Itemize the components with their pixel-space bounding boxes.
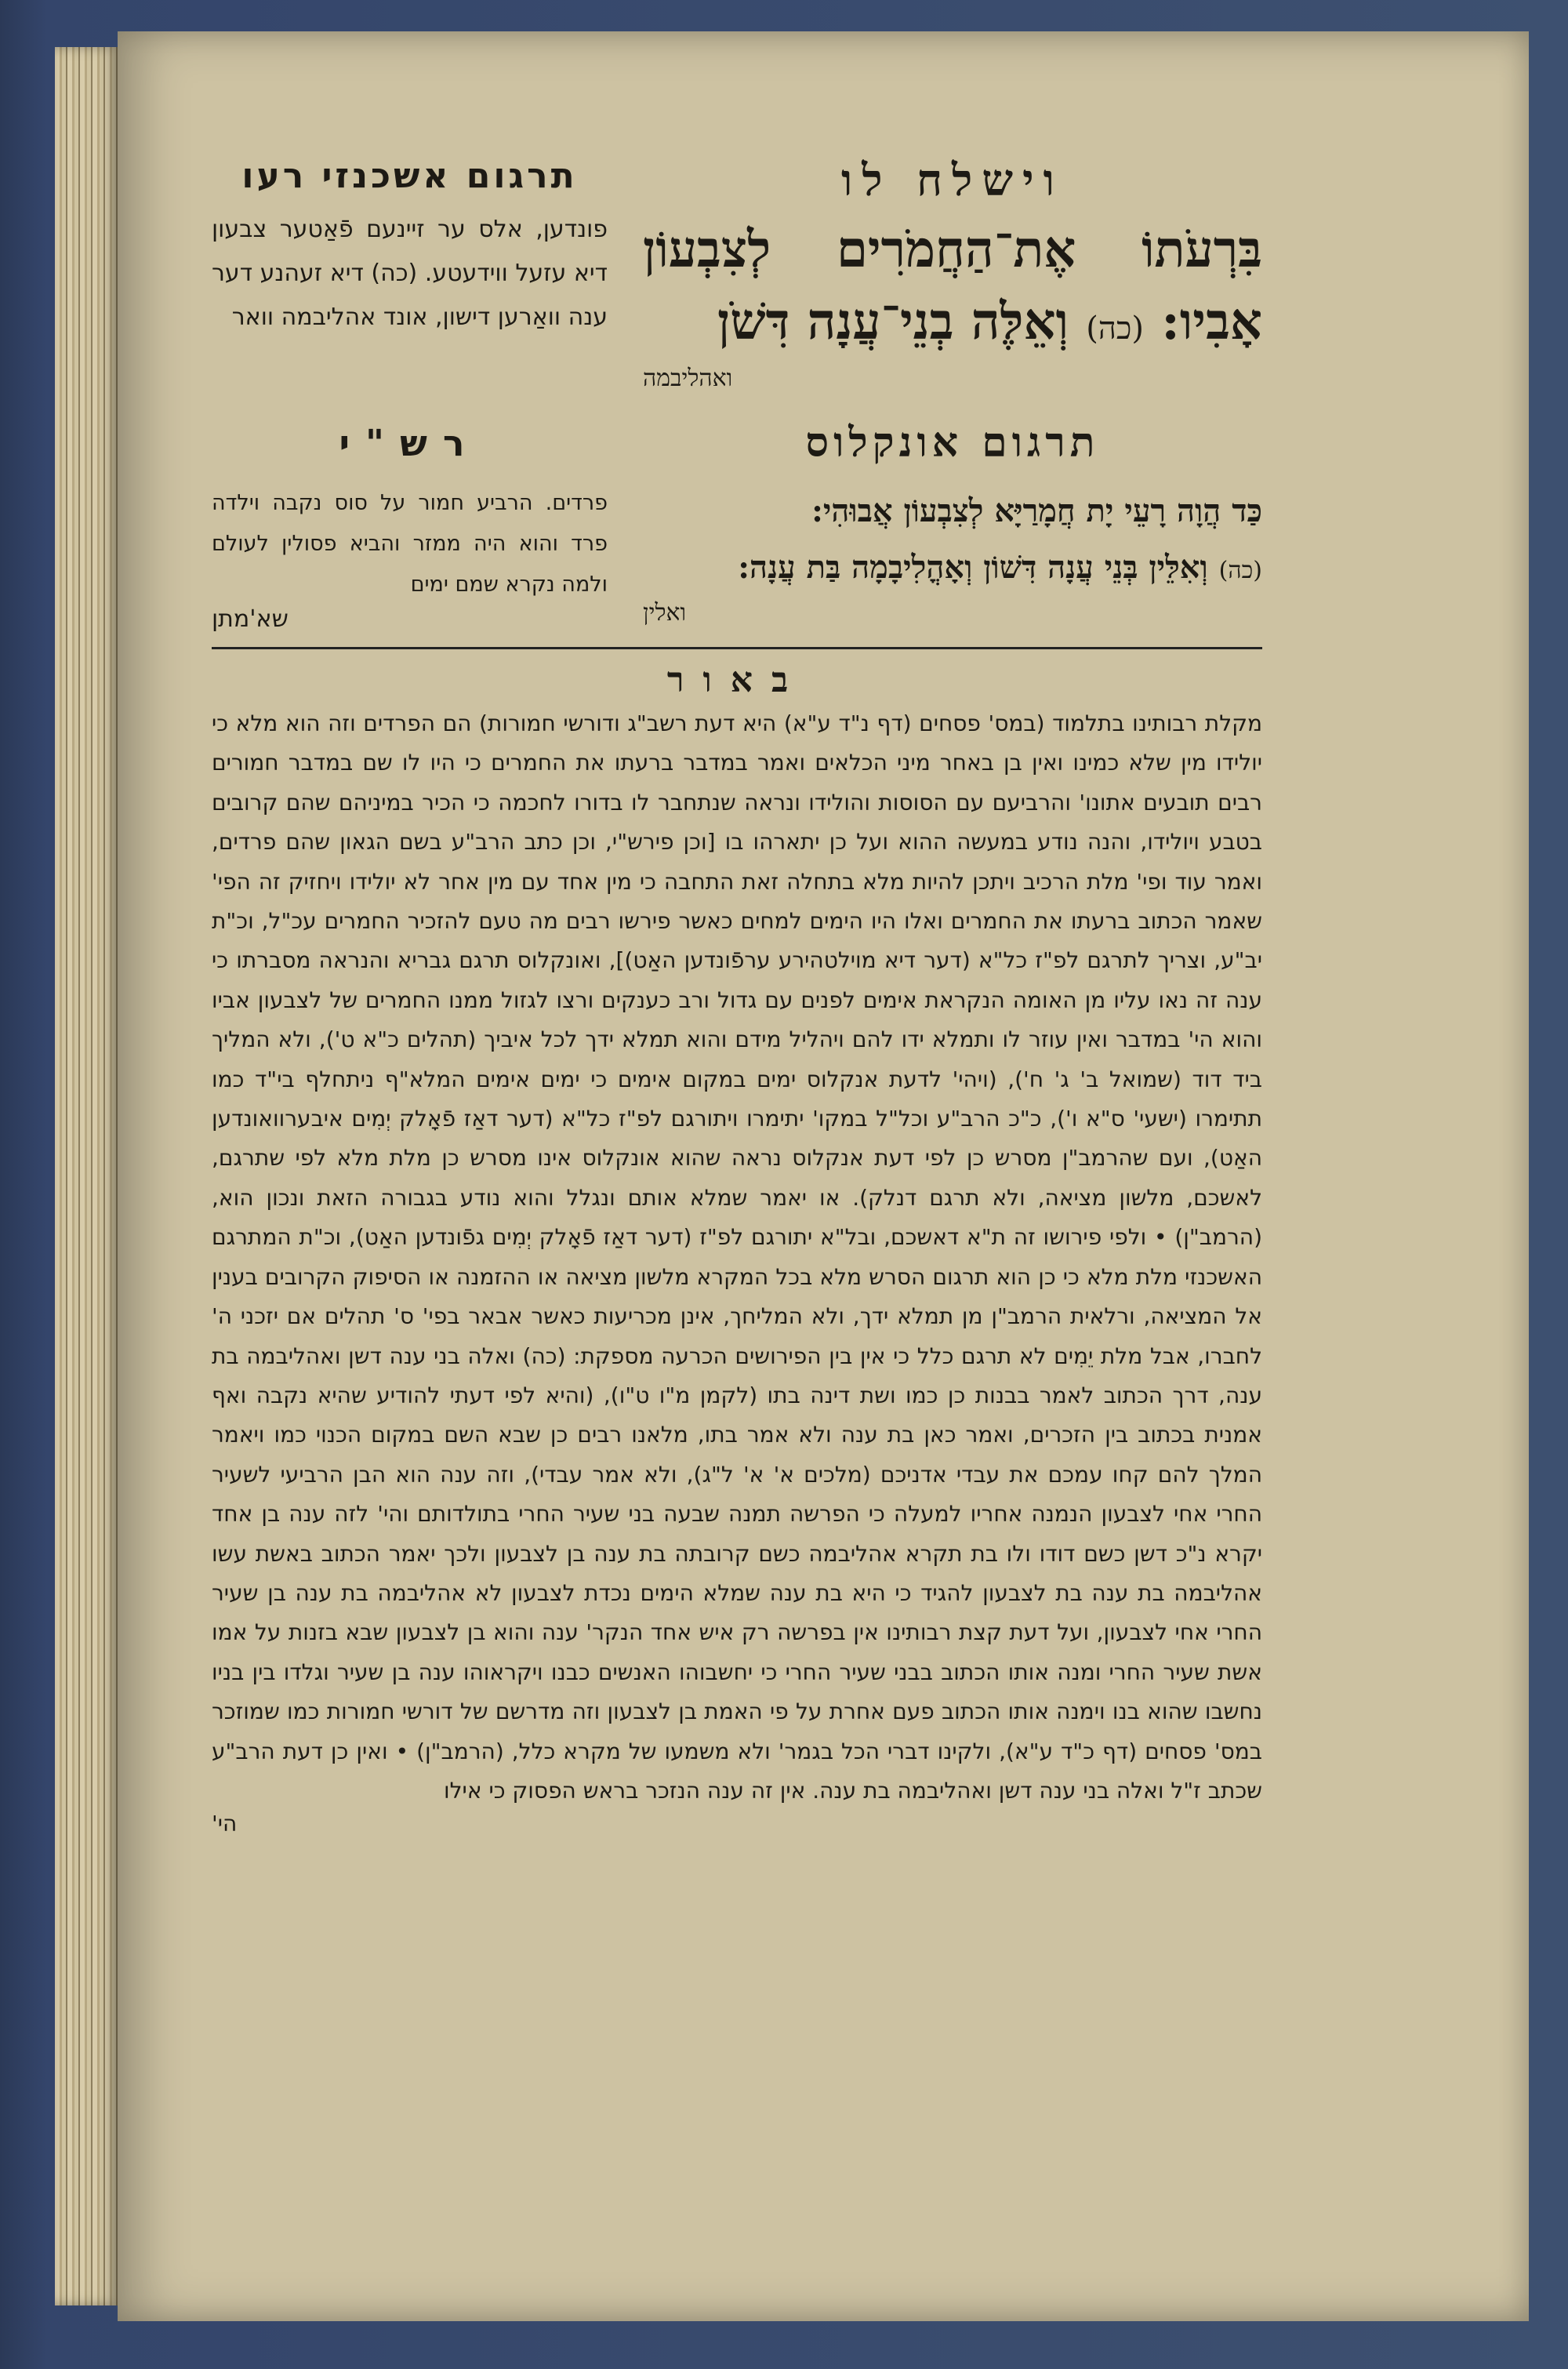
verse-text — [643, 214, 1262, 365]
biur-title: באור — [666, 660, 808, 700]
rashi-catchword: שא'מתן — [212, 605, 289, 633]
onkelos-line-2 — [643, 540, 1262, 599]
page-content — [212, 153, 1262, 1837]
onkelos-title: תרגום אונקלוס — [805, 419, 1100, 467]
commentary-section — [212, 417, 1262, 633]
onkelos-verse-number: (כה) — [1218, 557, 1262, 584]
torah-text-column — [643, 153, 1262, 392]
verse-part-1: בִּרְעֹתוֹ אֶת־הַחֲמֹרִים לְצִבְעוֹן אָבִיו: — [643, 220, 1262, 351]
yiddish-column — [212, 153, 608, 392]
biur-section — [212, 657, 1262, 1837]
rashi-title: רש"י — [339, 422, 481, 464]
onkelos-line-2-text: וְאִלֵּין בְּנֵי עֲנָה דִּשׁוֹן וְאָהֳלִיבָמָה בַּת עֲנָה: — [738, 549, 1208, 586]
parashah-header: וישלח לו — [840, 154, 1064, 206]
verse-number: (כה) — [1086, 311, 1144, 347]
biur-text: מקלת רבותינו בתלמוד (במס' פסחים (דף נ"ד ע"א) היא דעת רשב"ג ודורשי חמורות) הם הפרדים וזה הוא מלא כי יולידו מין שלא כמינו ואין בן באחר מיני הכלאים ואמר במדבר ברעתו את החמרים כי היו לו שם במדבר חמורים רבים תובעים אתונו' והרביעם עם הסוסות והולידו ונראה שנתחבר לו בדורו לחכמה כי הכיר במיניהם שהם קרובים בטבע ויולידו, והנה נודע במעשה ההוא ועל כן יתארהו בו [וכן פירש"י, וכן כתב הרב"ע בשם הגאון שהם פרדים, ואמר עוד ופי' מלת הרכיב ויתכן להיות מלא בתחלה זאת התחבה כי מין אחד עם מין אחר לא יולידו ויחזיק זה הפי' שאמר הכתוב ברעתו את החמרים ואלו היו הימים למחים כאשר פירשו רבים מה טעם להזכיר החמרים עכ"ל, וכ"ת יב"ע, וצריך לתרגם לפ"ז כל"א (דער דיא מוילטהירע ערפֿונדען האַט)], ואונקלוס תרגם גבריא והנראה מסברתו כי ענה זה נאו עליו מן האומה הנקראת אימים לפנים עם גדול ורב כענקים ורצו לגזול ממנו החמרים של לצבעון אביו והוא הי' במדבר ואין עוזר לו ותמלא ידו להם ויהליל מידם והוא תמלא ידך לכל איביך (תהלים כ"א ט'), ולא המליך ביד דוד (שמואל ב' ג' ח'), (ויהי' לדעת אנקלוס ימים במקום אימים כי ימים אימים המלא"ף ניתחלף בי"ד כמו תתימרו (ישעי' ס"א ו'), כ"כ הרב"ע וכל"ל במקו' יתימרו ויתורגם לפ"ז כל"א (דער דאַז פֿאָלק יְמִים איבערוואונדען האַט), ועם שהרמב"ן מסרש כן לפי דעת אנקלוס נראה שהוא אונקלוס אינו מסרש כן מלת מלא לפי שתרגם, לאשכם, מלשון מציאה, ולא תרגם דנלק). או יאמר שמלא אותם ונגלל והוא נודע בגבורה הזאת ונכון הוא, (הרמב"ן) • ולפי פירושו זה ת"א דאשכם, ובל"א יתורגם לפ"ז (דער דאַז פֿאָלק יְמִים גפֿונדען האַט), וכ"ת המתרגם האשכנזי מלת מלא כי כן הוא תרגום הסרש מלא בכל המקרא מלשון מציאה או ההזמנה או הסיפוק הקרובים בענין אל המציאה, ורלאית הרמב"ן מן תמלא ידך, ולא המליחך, אינן מכריעות כאשר אבאר בפי' ס' תהלים אם יזכני ה' לחברו, אבל מלת יֵמִים לא תרגם כלל כי אין בין הפירושים הכרעה מספקת: (כה) ואלה בני ענה דשן ואהליבמה בת ענה, דרך הכתוב לאמר בבנות כן כמו ושת דינה בתו (לקמן מ"ו ט"ו), (והיא לפי דעתי להודיע שהיא נקבה ואף אמנית בכתוב בין הזכרים, ואמר כאן בת ענה ולא אמר בתו, מלאנו רבים כן שבא השם במקום הכנוי כמו ויאמר המלך להם קחו עמכם את עבדי אדניכם (מלכים א' א' ל"ג), ולא אמר עבדי), וזה ענה הוא הבן הרביעי לשעיר החרי אחי לצבעון הנמנה אחריו למעלה כי הפרשה תמנה שבעה בני שעיר החרי בתולדותם והי' לזה ענה בן אחד יקרא נ"כ דשן כשם דודו ולו בת תקרא אהליבמה כשם קרובתה בת ענה בן לצבעון ולכך יאמר הכתוב באשת עשו אהליבמה בת ענה בת לצבעון להגיד כי היא בת ענה שמלא הימים נכדת לצבעון לא אהליבמה בת ענה בן שעיר החרי אחי לצבעון, ועל דעת קצת רבותינו אין בפרשה רק איש אחד הנקר' ענה והוא בן לצבעון שבא בזנות על אמו אשת שעיר החרי ומנה אותו הכתוב בבני שעיר החרי כי יחשבוהו האנשים כבנו ויקראוהו ענה בן שעיר וגלדו בין בניו נחשבו שהוא בנו וימנה אותו הכתוב פעם אחרת על פי האמת בן לצבעון וזה מדרשם של דורשי חמורות כמו שמוזכר במס' פסחים (דף כ"ד ע"א), ולקינו דברי הכל בגמר' ולא משמעו של מקרא כלל, (הרמב"ן) • ואין כן דעת הרב"ע שכתב ז"ל ואלה בני ענה דשן ואהליבמה בת ענה. אין זה ענה הנזכר בראש הפסוק כי אילו — [212, 710, 1262, 1804]
rashi-text: פרדים. הרביע חמור על סוס נקבה וילדה פרד והוא היה ממזר והביא פסולין לעולם ולמה נקרא שמם ימים — [212, 491, 608, 597]
verse-part-2: וְאֵלֶּה בְנֵי־עֲנָה דִּשֹׁן — [717, 292, 1069, 351]
top-section — [212, 153, 1262, 392]
section-divider — [212, 647, 1262, 649]
yiddish-title: תרגום אשכנזי רעו — [241, 156, 578, 196]
rashi-column — [212, 417, 608, 633]
onkelos-column — [643, 417, 1262, 633]
book-spine — [55, 47, 118, 2305]
yiddish-translation: פונדען, אלס ער זיינעם פֿאַטער צבעון דיא עזעל ווידעטע. (כה) דיא זעהנע דער ענה וואַרען דישון, אונד אהליבמה וואר — [212, 216, 608, 331]
verse-catchword: ואהליבמה — [643, 365, 733, 392]
onkelos-catchword: ואלין — [643, 599, 687, 627]
onkelos-line-1: כַּד הֲוָה רָעֵי יָת חֲמָרַיָּא לְצִבְעוֹן אֲבוּהִי: — [811, 492, 1262, 529]
biur-catchword: הי' — [212, 1811, 238, 1837]
